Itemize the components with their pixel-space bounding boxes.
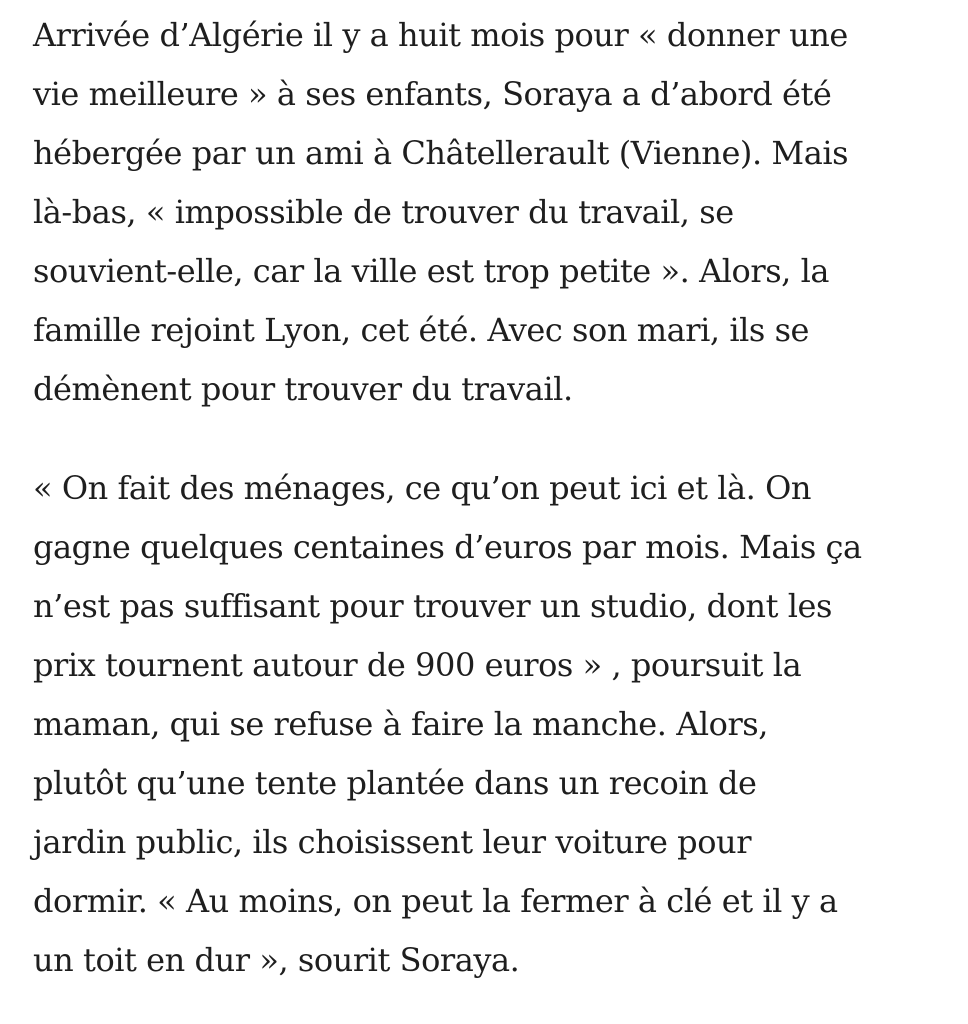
paragraph-gap	[33, 419, 953, 459]
text-line: Arrivée d’Algérie il y a huit mois pour « donner une	[33, 16, 848, 54]
text-line: famille rejoint Lyon, cet été. Avec son mari, ils se	[33, 311, 810, 349]
text-line: un toit en dur », sourit Soraya.	[33, 941, 520, 979]
text-line: gagne quelques centaines d’euros par mois. Mais ça	[33, 528, 862, 566]
text-line: prix tournent autour de 900 euros » , poursuit la	[33, 646, 802, 684]
text-line: dormir. « Au moins, on peut la fermer à clé et il y a	[33, 882, 838, 920]
text-line: maman, qui se refuse à faire la manche. Alors,	[33, 705, 768, 743]
paragraph-2	[33, 459, 953, 990]
paragraph-1	[33, 6, 953, 419]
article-body	[33, 6, 953, 990]
text-line: vie meilleure » à ses enfants, Soraya a d’abord été	[33, 75, 832, 113]
text-line: démènent pour trouver du travail.	[33, 370, 573, 408]
text-line: plutôt qu’une tente plantée dans un recoin de	[33, 764, 757, 802]
text-line: souvient-elle, car la ville est trop petite ». Alors, la	[33, 252, 830, 290]
text-line: hébergée par un ami à Châtellerault (Vienne). Mais	[33, 134, 849, 172]
text-line: n’est pas suffisant pour trouver un studio, dont les	[33, 587, 832, 625]
text-line: « On fait des ménages, ce qu’on peut ici et là. On	[33, 469, 812, 507]
text-line: là-bas, « impossible de trouver du travail, se	[33, 193, 734, 231]
text-line: jardin public, ils choisissent leur voiture pour	[33, 823, 752, 861]
